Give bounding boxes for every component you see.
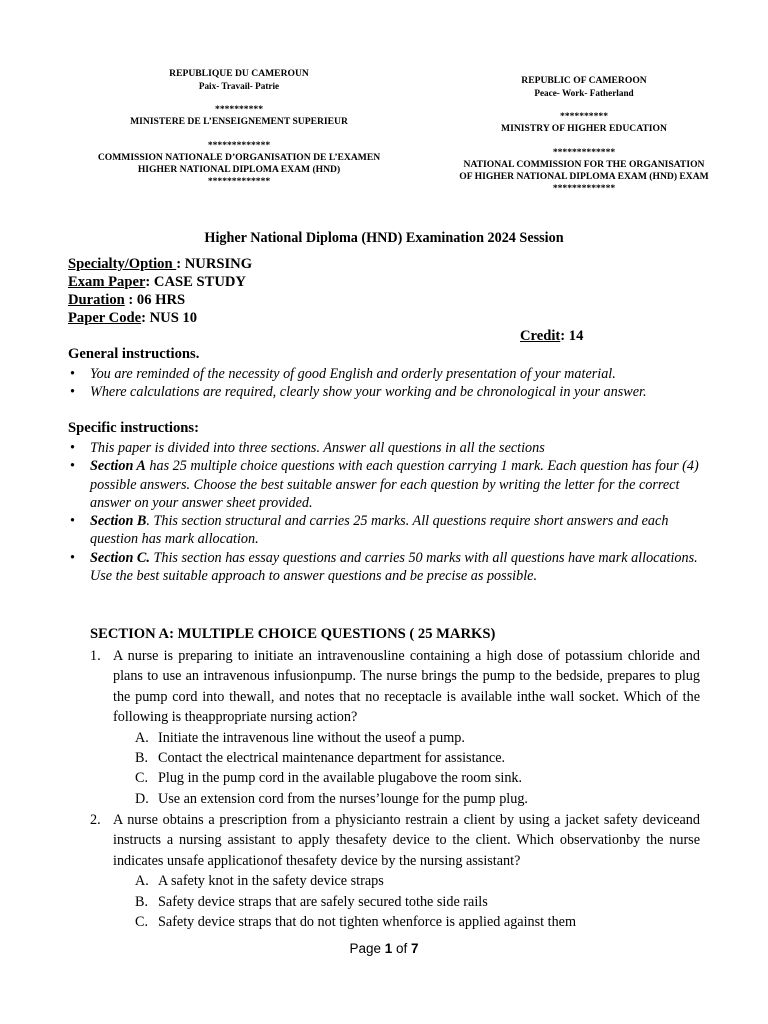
ministry-en: MINISTRY OF HIGHER EDUCATION xyxy=(501,123,667,134)
question-2 xyxy=(90,810,700,932)
section-a-heading: SECTION A: MULTIPLE CHOICE QUESTIONS ( 25 MARKS) xyxy=(90,626,496,642)
bullet-icon: • xyxy=(70,366,75,382)
bullet-icon: • xyxy=(70,458,75,475)
page-number: 1 xyxy=(384,941,393,956)
specialty-label: Specialty/Option xyxy=(68,256,177,272)
credit-label: Credit xyxy=(520,328,561,344)
option: A. A safety knot in the safety device straps xyxy=(135,873,384,890)
exam-paper-row xyxy=(68,273,252,291)
option: D. Use an extension cord from the nurses’lounge for the pump plug. xyxy=(135,790,528,807)
duration-row xyxy=(68,291,252,309)
list-item: • Where calculations are required, clearly show your working and be chronological in your answer. xyxy=(70,384,647,401)
stars-divider: ********** xyxy=(560,111,608,122)
header-french xyxy=(80,68,398,188)
list-item: • Section A has 25 multiple choice questions with each question carrying 1 mark. Each question has four (4) possible answers. Choose the best suitable answer for each question by writing the letter for the correct answer on your answer sheet provided. xyxy=(70,458,699,511)
bullet-icon: • xyxy=(70,549,75,566)
bullet-icon: • xyxy=(70,440,75,456)
commission-fr-line1: COMMISSION NATIONALE D’ORGANISATION DE L’EXAMEN xyxy=(97,152,381,163)
section-c-label: Section C. xyxy=(90,549,150,566)
option: C. Safety device straps that do not tighten whenforce is applied against them xyxy=(135,914,577,931)
paper-code-value: : NUS 10 xyxy=(141,310,198,326)
duration-value: : 06 HRS xyxy=(124,292,186,308)
list-item: • This paper is divided into three sections. Answer all questions in all the sections xyxy=(70,440,545,456)
commission-fr-line2: HIGHER NATIONAL DIPLOMA EXAM (HND) xyxy=(137,164,341,175)
specific-instructions-list xyxy=(68,439,708,585)
question-1 xyxy=(90,646,700,809)
bullet-icon: • xyxy=(70,513,75,530)
list-item: • Section C. This section has essay questions and carries 50 marks with all questions have mark allocations. Use the best suitable approach to answer questions and be precise as possible. xyxy=(70,549,698,585)
country-name-fr: REPUBLIQUE DU CAMEROUN xyxy=(169,68,309,79)
page-footer: Page 1 of 7 xyxy=(349,941,419,956)
exam-title: Higher National Diploma (HND) Examination 2024 Session xyxy=(204,230,564,246)
option: C. Plug in the pump cord in the available plugabove the room sink. xyxy=(135,770,523,787)
option: A. Initiate the intravenous line without the useof a pump. xyxy=(135,729,465,746)
exam-paper-value: : CASE STUDY xyxy=(145,274,246,290)
stars-divider: ************* xyxy=(552,147,616,158)
question-stem: A nurse is preparing to initiate an intravenousline containing a high dose of potassium chloride and plans to use an intravenous infusionpump. The nurse brings the pump to the bedside, prepares to plug the pump cord into thewall, and notes that no receptacle is available inthe wall socket. Which of the following is theappropriate nursing action? xyxy=(113,648,700,726)
section-a-label: Section A xyxy=(90,458,146,475)
bullet-icon: • xyxy=(70,384,75,401)
question-number: 2. xyxy=(90,812,101,828)
ministry-fr: MINISTERE DE L’ENSEIGNEMENT SUPERIEUR xyxy=(130,116,348,127)
question-number: 1. xyxy=(90,648,101,664)
paper-code-label: Paper Code xyxy=(68,310,142,326)
credit-row xyxy=(520,328,583,345)
motto-en: Peace- Work- Fatherland xyxy=(534,88,634,98)
option: B. Safety device straps that are safely secured tothe side rails xyxy=(135,893,488,910)
motto-fr: Paix- Travail- Patrie xyxy=(198,81,280,91)
header-english xyxy=(418,75,750,195)
duration-label: Duration xyxy=(68,292,125,308)
general-instructions-heading: General instructions. xyxy=(68,346,200,362)
options-list xyxy=(135,871,700,932)
exam-meta xyxy=(68,255,252,327)
stars-divider: ************* xyxy=(552,183,616,194)
page-total: 7 xyxy=(411,941,419,956)
specific-instructions-heading: Specific instructions: xyxy=(68,420,199,436)
option: B. Contact the electrical maintenance department for assistance. xyxy=(135,750,506,767)
specialty-row xyxy=(68,255,252,273)
commission-en-line1: NATIONAL COMMISSION FOR THE ORGANISATION xyxy=(463,159,705,170)
section-b-label: Section B xyxy=(90,513,147,530)
list-item: • Section B. This section structural and carries 25 marks. All questions require short answers and each question has mark allocation. xyxy=(70,513,669,548)
question-stem: A nurse obtains a prescription from a physicianto restrain a client by using a jacket safety deviceand instructs a nursing assistant to apply thesafety device to the client. Which observationby the nurse indicates unsafe applicationof thesafety device by the nursing assistant? xyxy=(113,812,700,869)
paper-code-row xyxy=(68,309,252,327)
general-instructions-list xyxy=(68,365,708,402)
specialty-value: : NURSING xyxy=(176,256,253,272)
credit-value: : 14 xyxy=(560,328,584,344)
commission-en-line2: OF HIGHER NATIONAL DIPLOMA EXAM (HND) EXAM xyxy=(459,171,709,182)
stars-divider: ************* xyxy=(207,140,271,151)
stars-divider: ********** xyxy=(215,104,263,115)
country-name-en: REPUBLIC OF CAMEROON xyxy=(521,75,647,86)
list-item: • You are reminded of the necessity of good English and orderly presentation of your material. xyxy=(70,366,616,382)
options-list xyxy=(135,728,700,810)
exam-paper-label: Exam Paper xyxy=(68,274,146,290)
stars-divider: ************* xyxy=(207,176,271,187)
